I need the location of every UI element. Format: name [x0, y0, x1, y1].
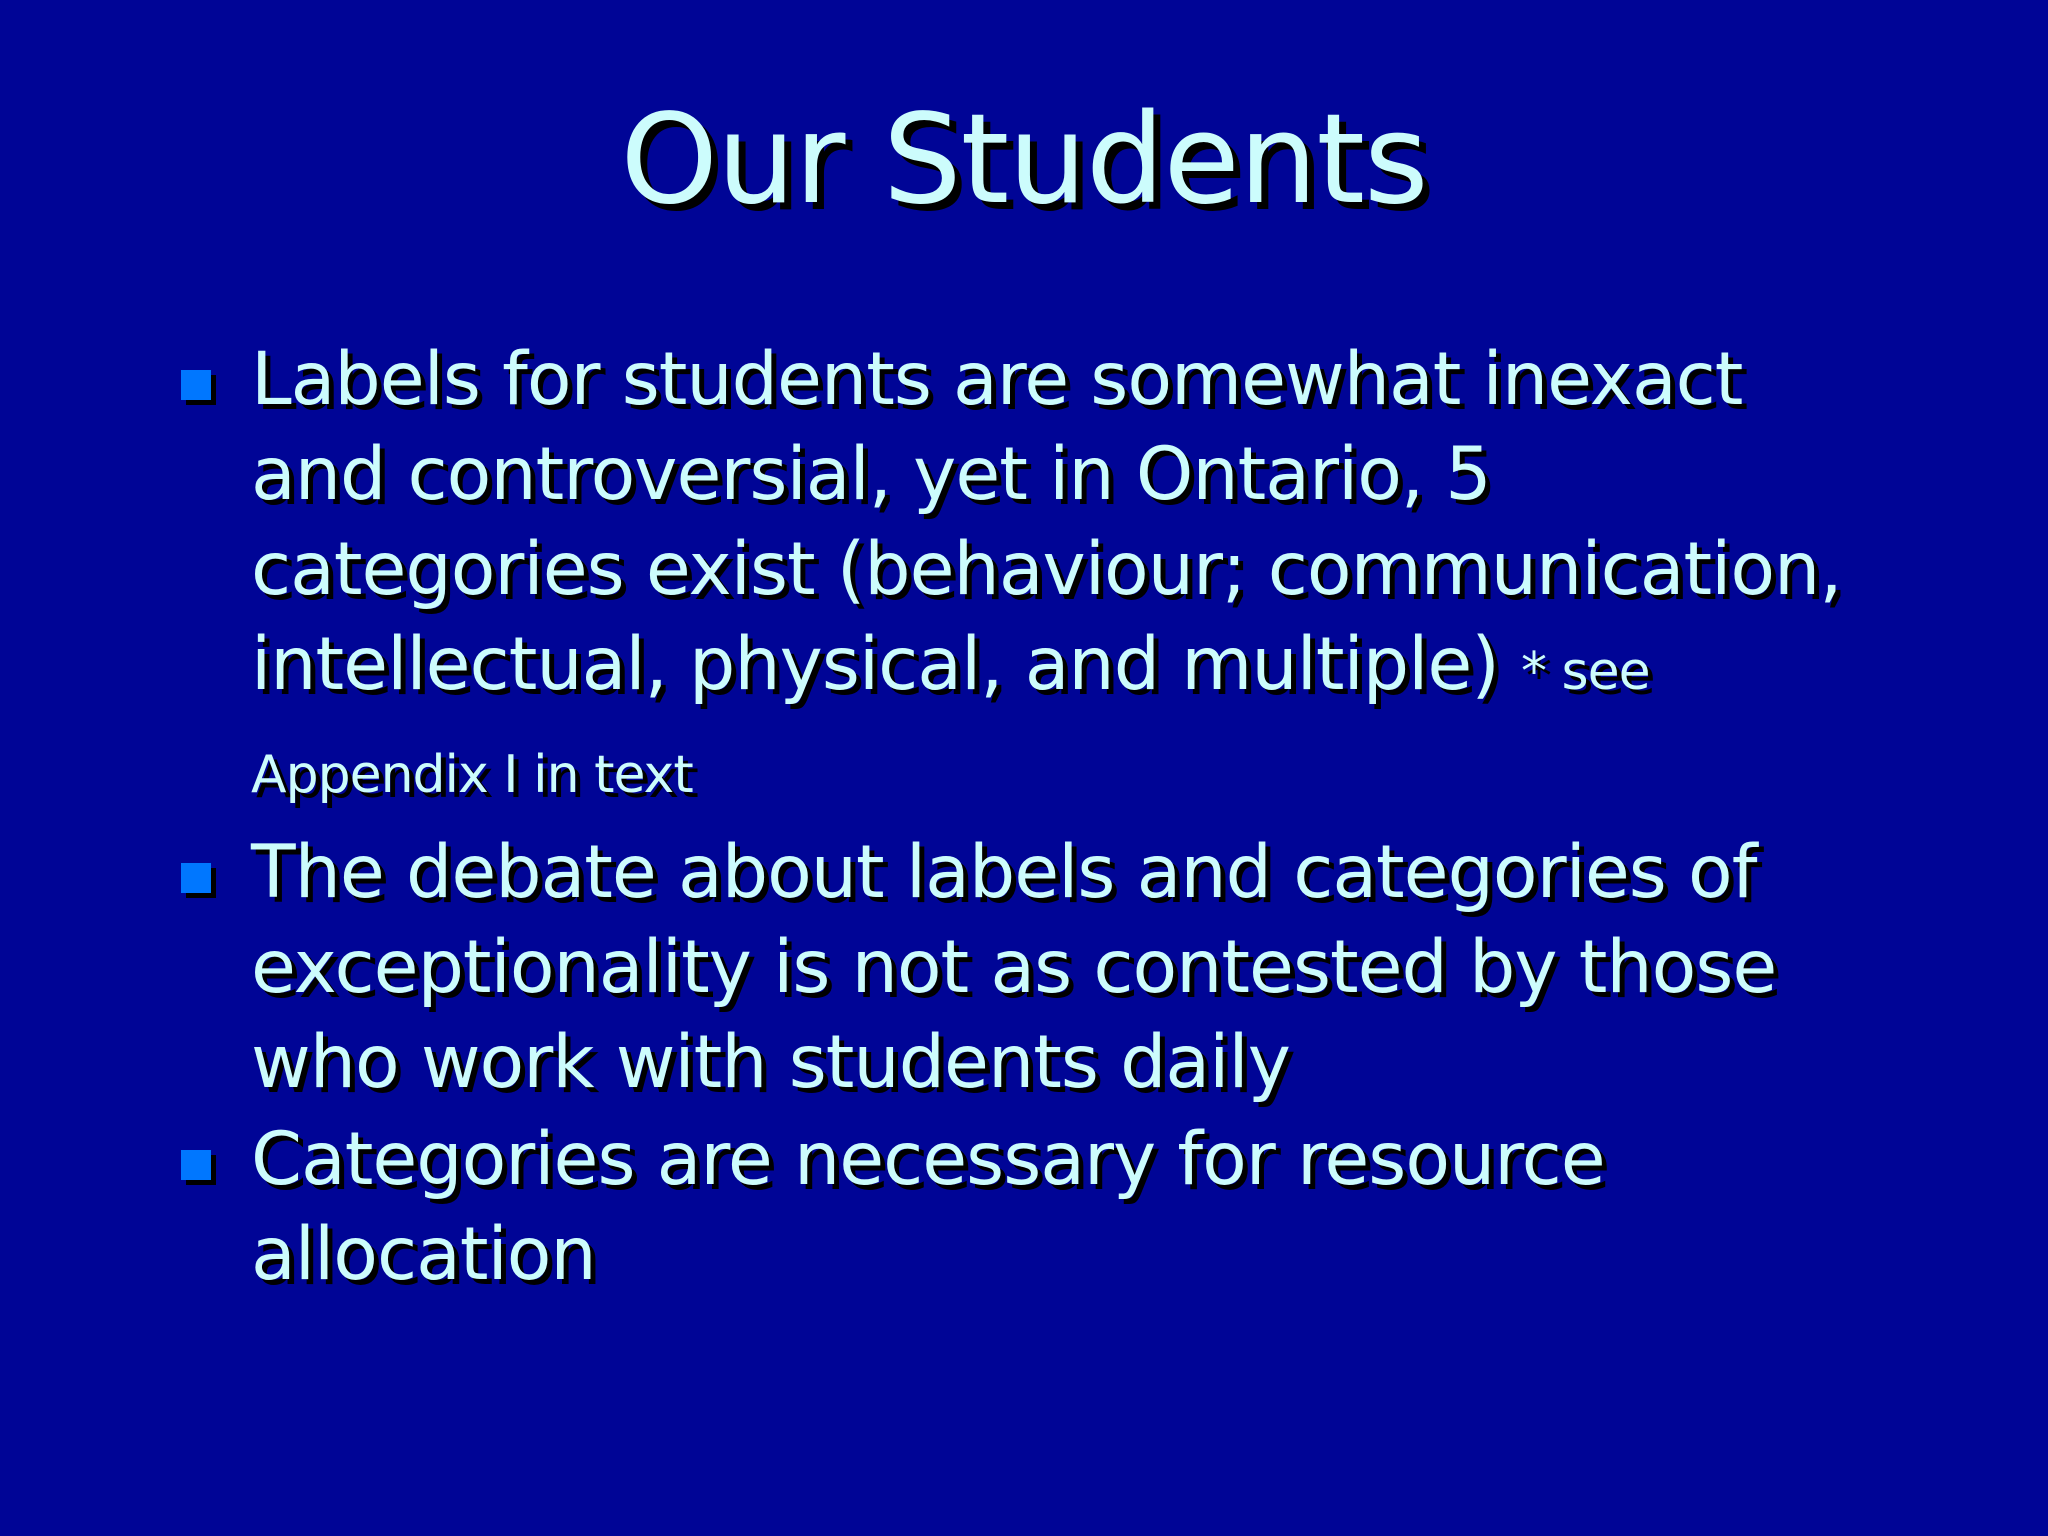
bullet-text: Categories are necessary for resource allocation [251, 1117, 1605, 1297]
bullet-item [176, 1112, 1876, 1302]
square-bullet-icon [181, 370, 211, 400]
slide-title: Our Students [620, 88, 1428, 232]
bullet-list [176, 332, 1876, 1304]
bullet-text: The debate about labels and categories of exceptionality is not as contested by those who work with students daily [251, 830, 1777, 1105]
square-bullet-icon [181, 863, 211, 893]
square-bullet-icon [181, 1150, 211, 1180]
bullet-note: * see Appendix I in text [251, 642, 1650, 805]
bullet-item [176, 332, 1876, 823]
bullet-item [176, 825, 1876, 1110]
bullet-text: Labels for students are somewhat inexact and controversial, yet in Ontario, 5 categories exist (behaviour; communication, intellectual, physical, and multiple) [251, 337, 1842, 707]
